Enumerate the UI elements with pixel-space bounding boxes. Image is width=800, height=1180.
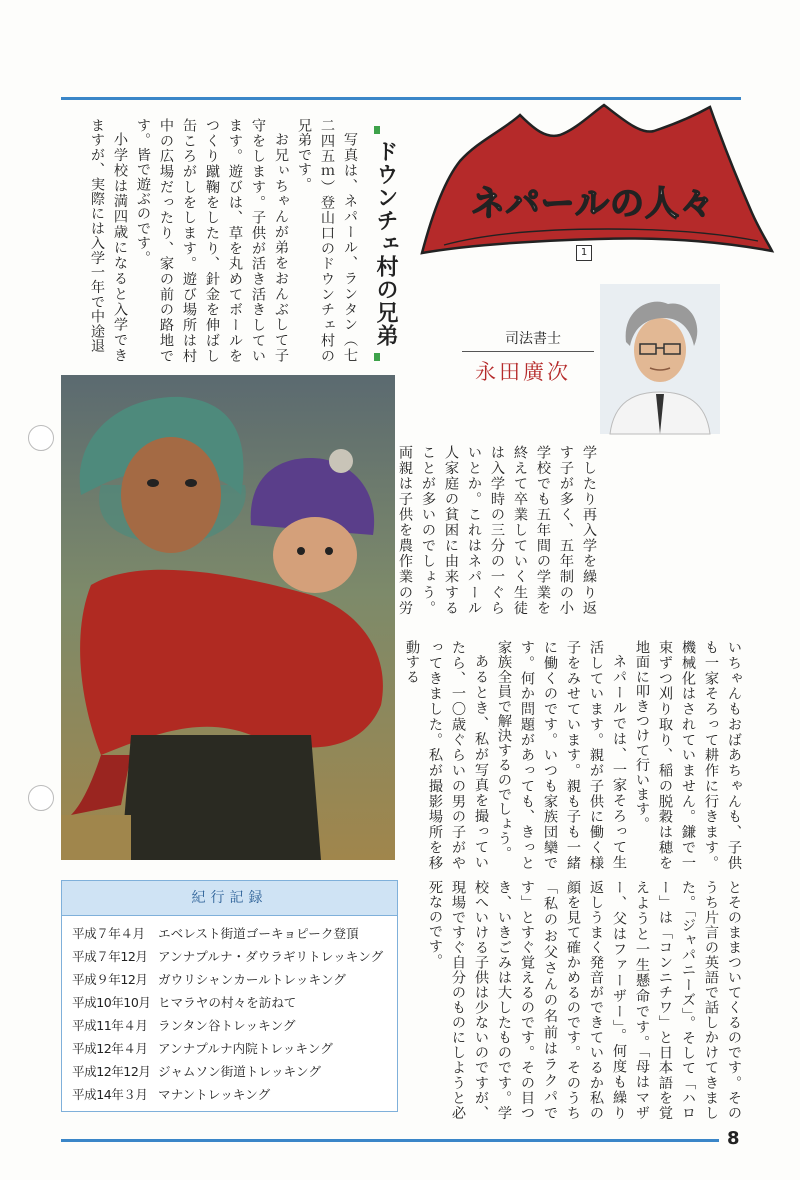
author-name: 永田廣次	[475, 360, 571, 384]
series-number-badge: 1	[576, 245, 592, 261]
record-text: アンナプルナ内院トレッキング	[158, 1041, 333, 1056]
article-column-4	[400, 880, 745, 1120]
record-text: マナントレッキング	[158, 1087, 271, 1102]
paragraph: 小学校は満四歳になると入学できますが、実際には入学一年で中途退	[89, 118, 128, 363]
article-column-1	[61, 118, 361, 363]
record-text: エベレスト街道ゴーキョピーク登頂	[158, 926, 359, 941]
record-text: ヒマラヤの村々を訪ねて	[158, 995, 297, 1010]
record-date: 平成７年12月	[72, 949, 148, 964]
record-text: アンナプルナ・ダウラギリトレッキング	[158, 949, 384, 964]
title-bar-bottom	[374, 353, 380, 361]
record-date: 平成９年12月	[72, 972, 148, 987]
paragraph: あるとき、私が写真を撮っていたら、一〇歳ぐらいの男の子がやってきました。私が撮影場所を移動する	[404, 640, 489, 870]
binder-hole	[28, 425, 54, 451]
table-row	[62, 1083, 397, 1106]
paragraph: 写真は、ネパール、ランタン（七二四五ｍ）登山口のドウンチェ村の兄弟です。	[296, 118, 358, 363]
record-text: ランタン谷トレッキング	[158, 1018, 296, 1033]
table-row	[62, 945, 397, 968]
title-bar-top	[374, 126, 380, 134]
paragraph: ネパールでは、一家そろって生活しています。親が子供に働く様子をみせています。親も子も一緒に働くのです。いつも家族団欒です。何か問題があっても、きっと家族全員で解決するのでしょう。	[496, 640, 627, 870]
paragraph: とそのままついてくるのです。そのうち片言の英語で話しかけてきました。「ジャパニーズ」。そして「ハロー」は「コンニチワ」と日本語を覚えようと一生懸命です。「母はマザー、父はファーザー」。何度も繰り返しうまく発音ができているか私の顔を見て確かめるのです。そのうち「私のお父さんの名前はラクパです」とすぐ覚えるのです。その目つき、いきごみは大したものです。学校へいける子供は少ないのですが、現場ですぐ自分のものにしようと必死なのです。	[427, 880, 742, 1120]
record-date: 平成12年12月	[72, 1064, 151, 1079]
travel-record-heading: 紀行記録	[62, 881, 397, 916]
table-row	[62, 991, 397, 1014]
article-column-2	[397, 445, 600, 615]
travel-record-body	[62, 916, 397, 1106]
table-row	[62, 1060, 397, 1083]
travel-record-table	[61, 880, 398, 1112]
author-divider	[462, 351, 594, 352]
table-row	[62, 968, 397, 991]
record-date: 平成14年３月	[72, 1087, 148, 1102]
series-title: ネパールの人々	[471, 184, 715, 224]
page-number: 8	[727, 1128, 740, 1149]
record-date: 平成12年４月	[72, 1041, 148, 1056]
author-portrait	[600, 284, 720, 434]
photo-brothers	[61, 375, 395, 860]
record-date: 平成７年４月	[72, 926, 145, 941]
table-row	[62, 922, 397, 945]
paragraph: 学したり再入学を繰り返す子が多く、五年制の小学校でも五年間の学業を終えて卒業していく生徒は入学時の三分の一ぐらいとか。これはネパール人家庭の貧困に由来することが多いのでしょう。両親は子供を農作業の労	[397, 445, 597, 615]
author-role: 司法書士	[505, 331, 561, 347]
table-row	[62, 1014, 397, 1037]
paragraph: いちゃんもおばあちゃんも、子供も一家そろって耕作に行きます。機械化はされていません。鎌で一束ずつ刈り取り、稲の脱穀は穂を地面に叩きつけて行います。	[634, 640, 742, 870]
record-date: 平成10年10月	[72, 995, 151, 1010]
bottom-rule	[61, 1139, 719, 1142]
article-title	[370, 140, 401, 347]
record-text: ジャムソン街道トレッキング	[158, 1064, 321, 1079]
record-text: ガウリシャンカールトレッキング	[158, 972, 346, 987]
article-title-text: ドウンチェ村の兄弟	[373, 140, 398, 347]
article-column-3	[400, 640, 745, 870]
paragraph: お兄ぃちゃんが弟をおんぶして子守をします。子供が活き活きしています。遊びは、草を丸めてボールをつくり蹴鞠をしたり、針金を伸ばし缶ころがしをします。遊び場所は村中の広場だったり、家の前の路地です。皆で遊ぶのです。	[135, 118, 289, 363]
binder-hole	[28, 785, 54, 811]
record-date: 平成11年４月	[72, 1018, 148, 1033]
table-row	[62, 1037, 397, 1060]
